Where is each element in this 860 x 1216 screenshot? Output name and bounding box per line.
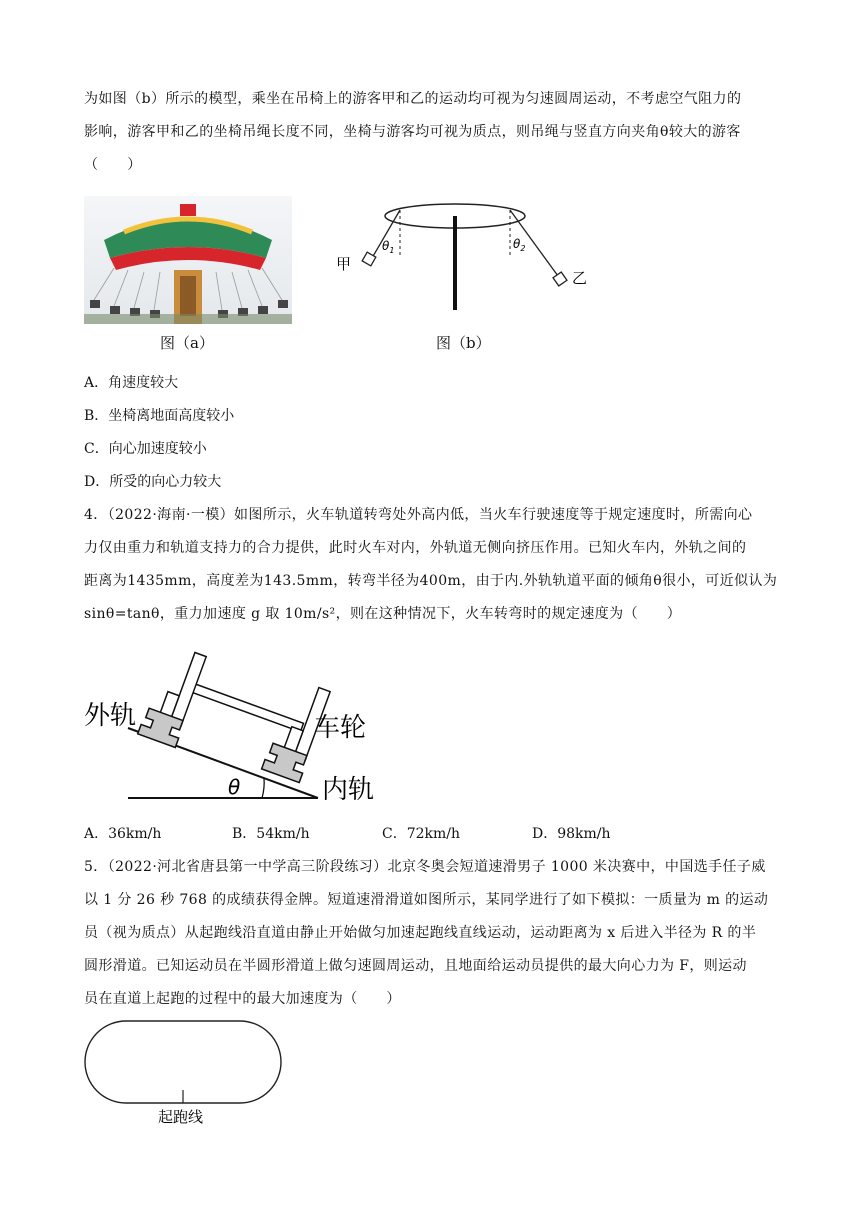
swing-model-diagram xyxy=(330,196,600,316)
caption-figure-a: 图（a） xyxy=(160,334,214,352)
label-yi: 乙 xyxy=(572,269,588,287)
label-start-line: 起跑线 xyxy=(158,1108,204,1126)
q3-option-c[interactable]: C．向心加速度较小 xyxy=(84,441,207,457)
q4-option-b[interactable]: B．54km/h xyxy=(232,826,310,842)
theta2-label: $\theta_2$ xyxy=(513,237,526,253)
label-inner-rail: 内轨 xyxy=(322,775,375,805)
swing-ride-photo xyxy=(84,196,292,324)
q4-stem-line-1: 4．（2022·海南·一模）如图所示，火车轨道转弯处外高内低，当火车行驶速度等于规定速度时，所需向心 xyxy=(84,507,753,523)
q4-stem-line-3: 距离为1435mm，高度差为143.5mm，转弯半径为400m，由于内.外轨轨道平面的倾角θ很小，可近似认为 xyxy=(84,573,778,589)
banked-track-diagram xyxy=(84,640,394,808)
label-jia: 甲 xyxy=(336,255,352,273)
theta-label: θ xyxy=(228,775,241,799)
speed-skating-track-diagram xyxy=(84,1020,284,1130)
theta1-label: $\theta_1$ xyxy=(382,239,395,255)
q4-stem-line-4: sinθ=tanθ，重力加速度 g 取 10m/s²，则在这种情况下，火车转弯时的规定速度为（ ） xyxy=(84,606,682,622)
q5-stem-line-3: 员（视为质点）从起跑线沿直道由静止开始做匀加速起跑线直线运动，运动距离为 x 后进入半径为 R 的半 xyxy=(84,925,757,941)
q3-option-a[interactable]: A．角速度较大 xyxy=(84,375,179,391)
q3-option-d[interactable]: D．所受的向心力较大 xyxy=(84,474,222,490)
caption-figure-b: 图（b） xyxy=(436,334,491,352)
q4-option-c[interactable]: C．72km/h xyxy=(382,826,461,842)
label-outer-rail: 外轨 xyxy=(84,701,137,731)
label-wheel: 车轮 xyxy=(314,713,367,743)
q3-stem-line-1: 为如图（b）所示的模型，乘坐在吊椅上的游客甲和乙的运动均可视为匀速圆周运动，不考虑空气阻力的 xyxy=(84,91,742,107)
q4-stem-line-2: 力仅由重力和轨道支持力的合力提供，此时火车对内，外轨道无侧向挤压作用。已知火车内，外轨之间的 xyxy=(84,540,747,556)
q4-option-d[interactable]: D．98km/h xyxy=(532,826,611,842)
q5-stem-line-5: 员在直道上起跑的过程中的最大加速度为（ ） xyxy=(84,991,401,1007)
q3-stem-line-2: 影响，游客甲和乙的坐椅吊绳长度不同，坐椅与游客均可视为质点，则吊绳与竖直方向夹角θ较大的游客 xyxy=(84,124,741,140)
q4-option-a[interactable]: A．36km/h xyxy=(84,826,162,842)
q3-stem-line-3: （ ） xyxy=(84,157,142,173)
q5-stem-line-4: 圆形滑道。已知运动员在半圆形滑道上做匀速圆周运动，且地面给运动员提供的最大向心力为 F，则运动 xyxy=(84,958,747,974)
q3-option-b[interactable]: B．坐椅离地面高度较小 xyxy=(84,408,235,424)
q5-stem-line-2: 以 1 分 26 秒 768 的成绩获得金牌。短道速滑滑道如图所示，某同学进行了如下模拟：一质量为 m 的运动 xyxy=(84,892,769,908)
q5-stem-line-1: 5．（2022·河北省唐县第一中学高三阶段练习）北京冬奥会短道速滑男子 1000 米决赛中，中国选手任子威 xyxy=(84,859,766,875)
